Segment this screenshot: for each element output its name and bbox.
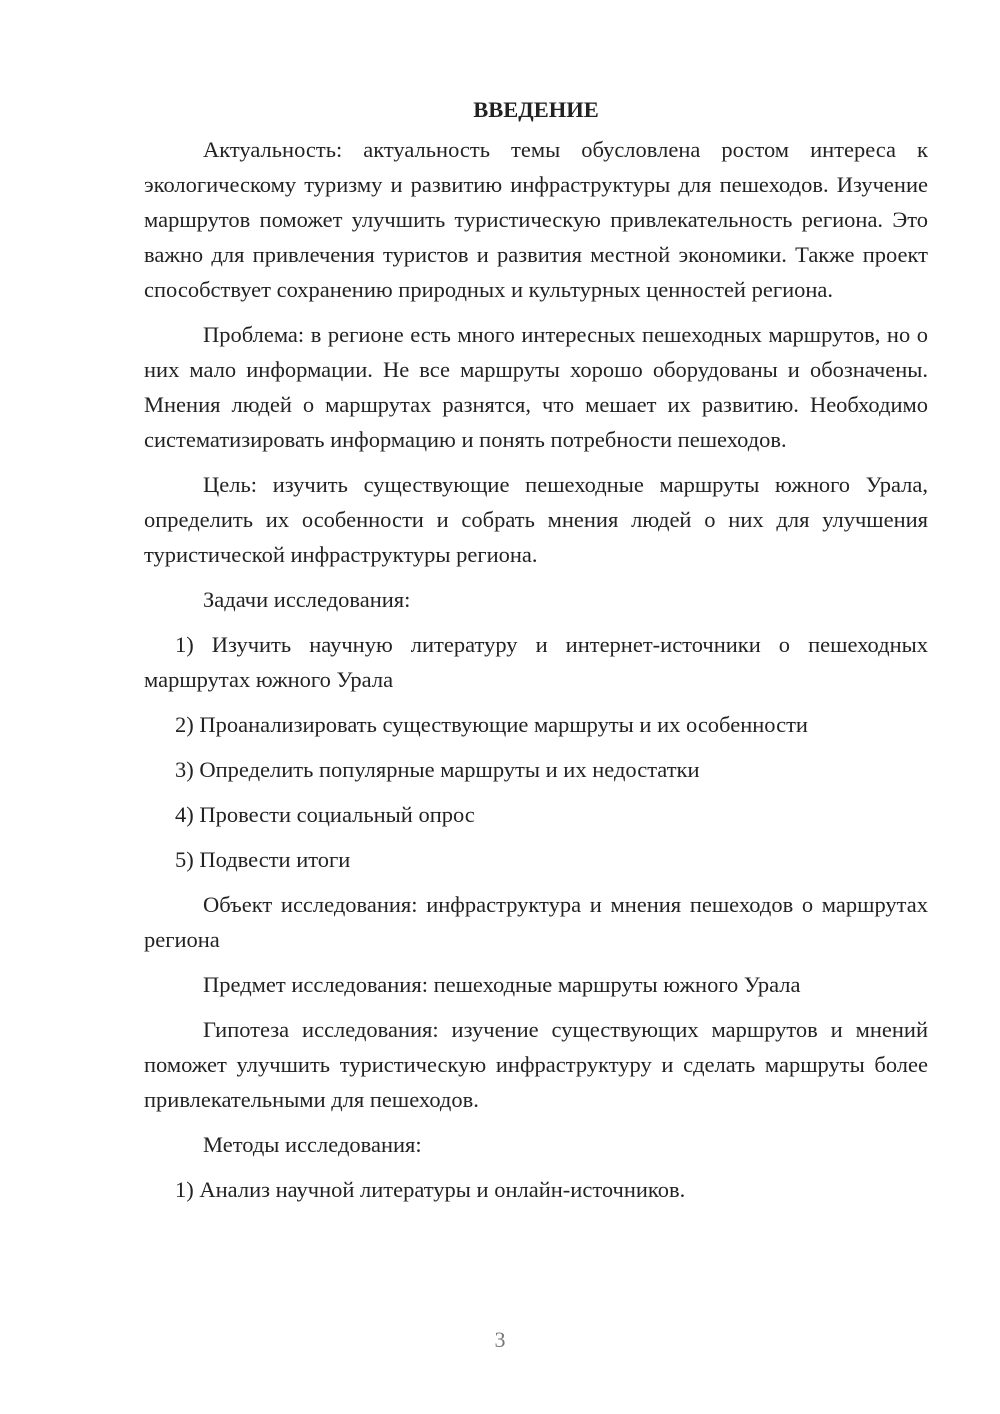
task-item-1: 1) Изучить научную литературу и интернет-источники о пешеходных маршрутах южного Урала — [144, 632, 928, 692]
paragraph-relevance: Актуальность: актуальность темы обусловлена ростом интереса к экологическому туризму и развитию инфраструктуры для пешеходов. Изучение маршрутов поможет улучшить туристическую привлекательность региона. Это важно для привлечения туристов и развития местной экономики. Также проект способствует сохранению природных и культурных ценностей региона. — [144, 137, 928, 302]
page-content — [144, 92, 928, 1207]
tasks-heading: Задачи исследования: — [203, 587, 411, 612]
task-item-3: 3) Определить популярные маршруты и их недостатки — [175, 757, 700, 782]
paragraph-problem: Проблема: в регионе есть много интересных пешеходных маршрутов, но о них мало информации. Не все маршруты хорошо оборудованы и обозначены. Мнения людей о маршрутах разнятся, что мешает их развитию. Необходимо систематизировать информацию и понять потребности пешеходов. — [144, 322, 928, 452]
task-item-4: 4) Провести социальный опрос — [175, 802, 475, 827]
paragraph-hypothesis: Гипотеза исследования: изучение существующих маршрутов и мнений поможет улучшить туристическую инфраструктуру и сделать маршруты более привлекательными для пешеходов. — [144, 1017, 928, 1112]
paragraph-goal: Цель: изучить существующие пешеходные маршруты южного Урала, определить их особенности и собрать мнения людей о них для улучшения туристической инфраструктуры региона. — [144, 472, 928, 567]
page-number: 3 — [494, 1327, 506, 1352]
page-title: ВВЕДЕНИЕ — [473, 97, 599, 122]
method-item-1: 1) Анализ научной литературы и онлайн-источников. — [175, 1177, 686, 1202]
paragraph-object: Объект исследования: инфраструктура и мнения пешеходов о маршрутах региона — [144, 892, 928, 952]
task-item-2: 2) Проанализировать существующие маршруты и их особенности — [175, 712, 808, 737]
task-item-5: 5) Подвести итоги — [175, 847, 351, 872]
methods-heading: Методы исследования: — [203, 1132, 422, 1157]
paragraph-subject: Предмет исследования: пешеходные маршруты южного Урала — [203, 972, 801, 997]
